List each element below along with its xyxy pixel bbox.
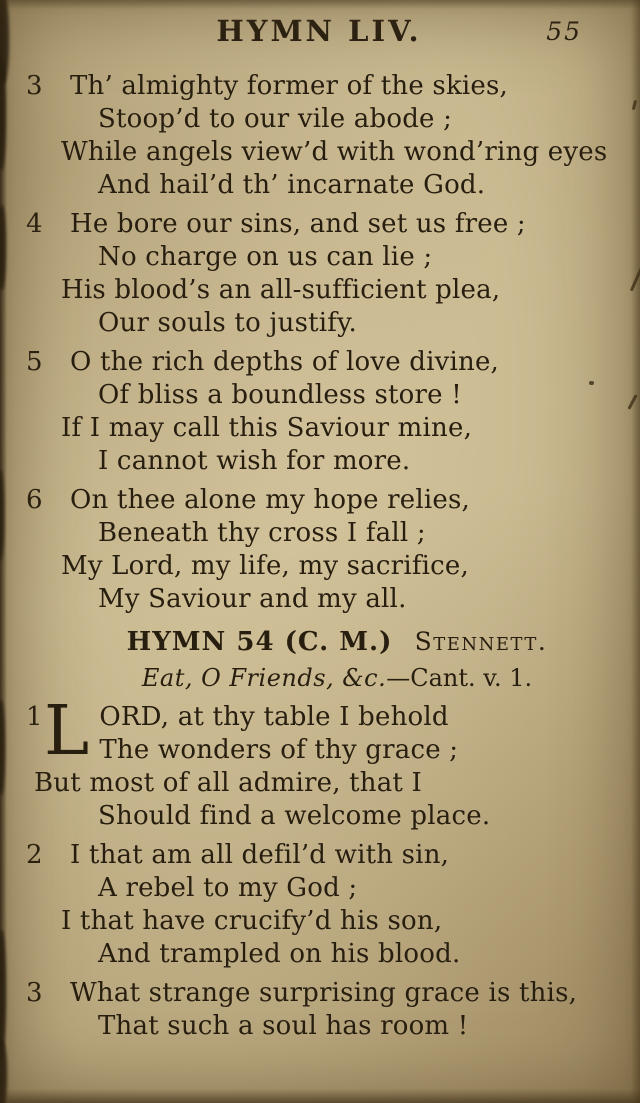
verse-line: That such a soul has room ! (98, 1011, 469, 1041)
verse (26, 692, 604, 833)
verse-line: And hail’d th’ incarnate God. (98, 170, 486, 200)
verse-line: What strange surprising grace is this, (70, 978, 578, 1008)
verse-number: 3 (26, 978, 43, 1008)
verse-line: Stoop’d to our vile abode ; (98, 104, 453, 134)
verse-line: Th’ almighty former of the skies, (70, 71, 509, 101)
verse-number: 1 (26, 702, 43, 732)
verse-line: I that have crucify’d his son, (61, 906, 443, 936)
ink-mark (589, 381, 594, 385)
verse-line: Our souls to justify. (98, 308, 358, 338)
verse-line: I that am all defil’d with sin, (70, 840, 450, 870)
verse-number: 2 (26, 840, 43, 870)
verse (26, 839, 604, 971)
verse (26, 70, 608, 202)
verse (26, 484, 604, 616)
page-number: 55 (546, 17, 582, 46)
verse (26, 346, 604, 478)
verse-number: 4 (26, 209, 43, 239)
verse-line: A rebel to my God ; (98, 873, 358, 903)
verse-line: The wonders of thy grace ; (99, 735, 459, 765)
verse (26, 208, 604, 340)
page-edge-shadow-right (631, 0, 640, 1103)
verse-line: I cannot wish for more. (98, 446, 411, 476)
verse-line: While angels view’d with wond’ring eyes (61, 137, 608, 167)
verse (26, 977, 604, 1043)
hymn-subtitle-reference: —Cant. v. 1. (386, 664, 533, 692)
hymn-heading (70, 625, 604, 659)
verse-number: 3 (26, 71, 43, 101)
verse-line: O the rich depths of love divine, (70, 347, 500, 377)
verse-line: Beneath thy cross I fall ; (98, 518, 426, 548)
verse-line: My Lord, my life, my sacrifice, (61, 551, 469, 581)
page-edge-shadow-bottom (0, 1089, 640, 1103)
verse-number: 5 (26, 347, 43, 377)
verse-line: My Saviour and my all. (98, 584, 407, 614)
verse-line: And trampled on his blood. (98, 939, 461, 969)
page-edge-shadow-top (0, 0, 640, 9)
verse-line: He bore our sins, and set us free ; (70, 209, 526, 239)
hymn-author: Stennett. (414, 627, 548, 656)
hymn-title: HYMN 54 (C. M.) (126, 627, 393, 657)
running-title: HYMN LIV. (216, 14, 422, 48)
verse-line: His blood’s an all-sufficient plea, (61, 275, 501, 305)
drop-cap: L (44, 692, 90, 771)
verse-line: Should find a welcome place. (98, 801, 491, 831)
verse-line: Of bliss a boundless store ! (98, 380, 462, 410)
verse-number: 6 (26, 485, 43, 515)
verse-line: On thee alone my hope relies, (70, 485, 470, 515)
hymn-subtitle (70, 663, 604, 693)
verse-line: But most of all admire, that I (34, 768, 423, 798)
hymn-subtitle-text: Eat, O Friends, &c. (141, 664, 387, 692)
verse-line: If I may call this Saviour mine, (61, 413, 473, 443)
verse-line: ORD, at thy table I behold (99, 702, 449, 732)
verse-line: No charge on us can lie ; (98, 242, 433, 272)
page-header (70, 14, 604, 56)
